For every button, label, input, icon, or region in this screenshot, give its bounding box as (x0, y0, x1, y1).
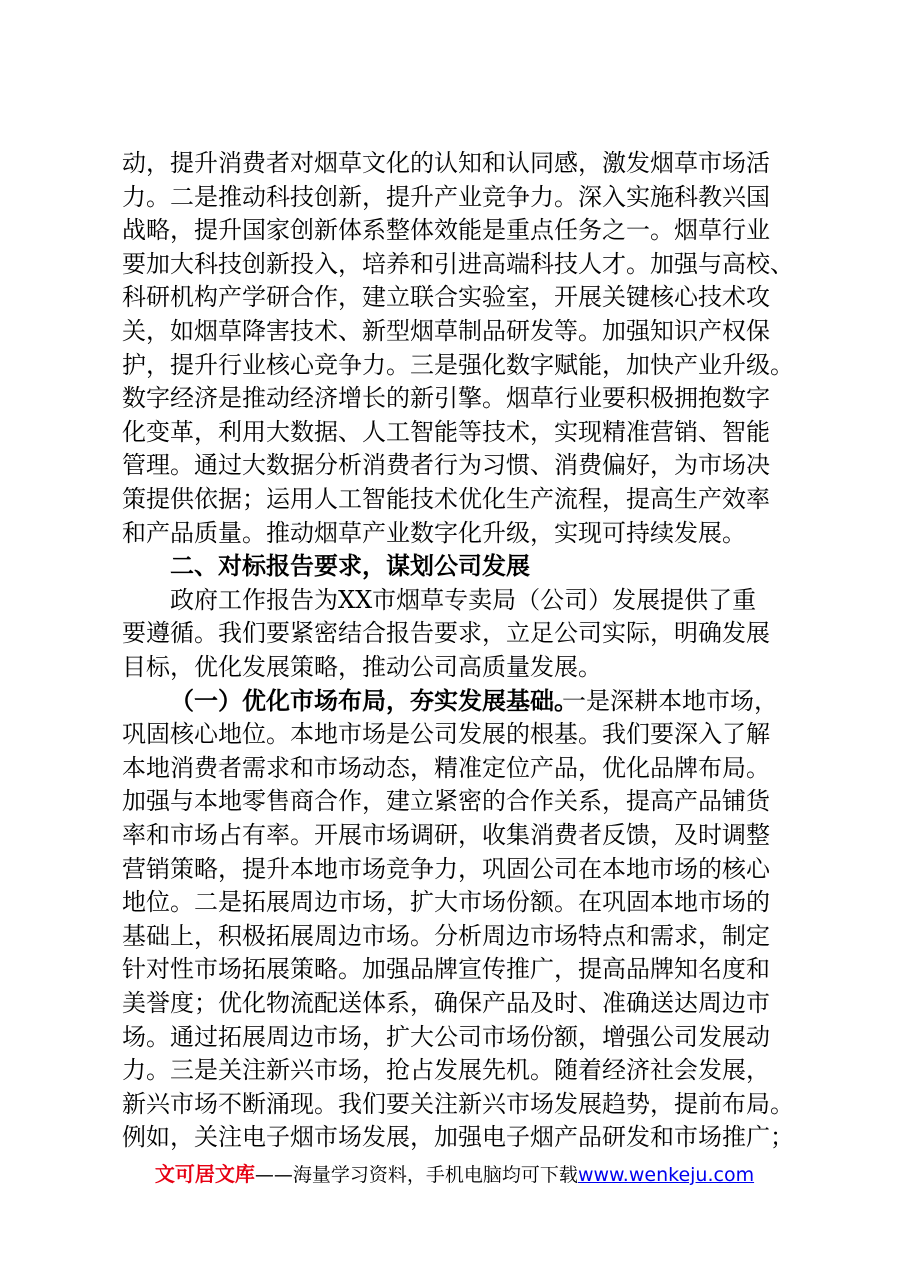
body-line (0, 247, 909, 281)
footer-brand: 文可居文库 (154, 1162, 255, 1186)
line-text: 科研机构产学研合作，建立联合实验室，开展关键核心技术攻 (122, 283, 770, 312)
line-text: 加强与本地零售商合作，建立紧密的合作关系，提高产品铺货 (122, 787, 770, 816)
subsection-line (0, 684, 909, 718)
body-line (0, 348, 909, 382)
line-text: 要遵循。我们要紧密结合报告要求，立足公司实际，明确发展 (122, 619, 770, 648)
body-line (0, 751, 909, 785)
line-text: 新兴市场不断涌现。我们要关注新兴市场发展趋势，提前布局。 (122, 1089, 794, 1118)
footer-description: ——海量学习资料，手机电脑均可下载 (254, 1164, 578, 1186)
line-text: 营销策略，提升本地市场竞争力，巩固公司在本地市场的核心 (122, 854, 770, 883)
line-text: 护，提升行业核心竞争力。三是强化数字赋能，加快产业升级。 (122, 350, 794, 379)
line-text: 例如，关注电子烟市场发展，加强电子烟产品研发和市场推广； (122, 1123, 794, 1152)
body-line (0, 280, 909, 314)
body-line (0, 1053, 909, 1087)
line-text: 力。二是推动科技创新，提升产业竞争力。深入实施科教兴国 (122, 182, 770, 211)
line-text: 一是深耕本地市场， (562, 686, 778, 715)
line-text: 化变革，利用大数据、人工智能等技术，实现精准营销、智能 (122, 417, 770, 446)
line-text: 关，如烟草降害技术、新型烟草制品研发等。加强知识产权保 (122, 317, 770, 345)
body-line (0, 616, 909, 650)
line-text: 策提供依据；运用人工智能技术优化生产流程，提高生产效率 (122, 485, 770, 513)
footer-link[interactable]: www.wenkeju.com (577, 1164, 755, 1186)
body-line (0, 986, 909, 1020)
body-line (0, 1120, 909, 1154)
body-line (0, 784, 909, 818)
body-line (0, 650, 909, 684)
body-line (0, 818, 909, 852)
line-text: 管理。通过大数据分析消费者行为习惯、消费偏好，为市场决 (122, 451, 770, 480)
line-text: 美誉度；优化物流配送体系，确保产品及时、准确送达周边市 (122, 989, 770, 1017)
body-line (0, 717, 909, 751)
body-line (0, 1087, 909, 1121)
line-text: 目标，优化发展策略，推动公司高质量发展。 (122, 653, 602, 681)
body-line (0, 885, 909, 919)
line-text: 动，提升消费者对烟草文化的认知和认同感，激发烟草市场活 (122, 149, 770, 177)
body-line (0, 919, 909, 953)
body-line (0, 583, 909, 617)
body-line (0, 314, 909, 348)
section-heading (0, 549, 909, 583)
section-heading-text: 二、对标报告要求，谋划公司发展 (170, 551, 530, 581)
line-text: 要加大科技创新投入，培养和引进高端科技人才。加强与高校、 (122, 249, 794, 278)
body-line (0, 852, 909, 886)
body-line (0, 146, 909, 180)
body-line (0, 1020, 909, 1054)
line-text: 力。三是关注新兴市场，抢占发展先机。随着经济社会发展， (122, 1056, 770, 1085)
line-text: 场。通过拓展周边市场，扩大公司市场份额，增强公司发展动 (122, 1022, 770, 1051)
subsection-heading: （一）优化市场布局，夯实发展基础。 (170, 685, 578, 715)
line-text: 政府工作报告为XX市烟草专卖局（公司）发展提供了重 (170, 585, 757, 614)
line-text: 率和市场占有率。开展市场调研，收集消费者反馈，及时调整 (122, 821, 770, 849)
body-line (0, 516, 909, 550)
line-text: 战略，提升国家创新体系整体效能是重点任务之一。烟草行业 (122, 216, 770, 245)
body-line (0, 381, 909, 415)
body-line (0, 415, 909, 449)
line-text: 数字经济是推动经济增长的新引擎。烟草行业要积极拥抱数字 (122, 384, 770, 413)
line-text: 和产品质量。推动烟草产业数字化升级，实现可持续发展。 (122, 518, 746, 547)
line-text: 巩固核心地位。本地市场是公司发展的根基。我们要深入了解 (122, 720, 770, 749)
body-line (0, 448, 909, 482)
body-line (0, 952, 909, 986)
body-line (0, 213, 909, 247)
line-text: 本地消费者需求和市场动态，精准定位产品，优化品牌布局。 (122, 753, 770, 782)
line-text: 基础上，积极拓展周边市场。分析周边市场特点和需求，制定 (122, 921, 770, 950)
line-text: 针对性市场拓展策略。加强品牌宣传推广，提高品牌知名度和 (122, 955, 770, 984)
footer-banner (0, 1160, 909, 1189)
line-text: 地位。二是拓展周边市场，扩大市场份额。在巩固本地市场的 (122, 888, 770, 917)
body-line (0, 482, 909, 516)
body-line (0, 180, 909, 214)
